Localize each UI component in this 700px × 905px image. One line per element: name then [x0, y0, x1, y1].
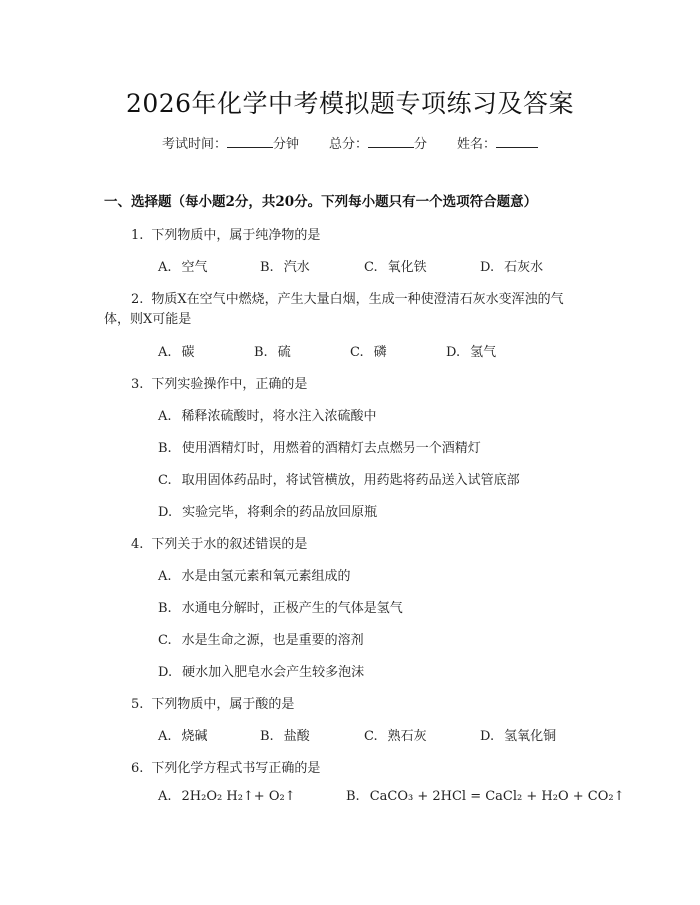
question-text: 下列化学方程式书写正确的是	[151, 761, 321, 776]
option-label: A.	[158, 260, 172, 275]
option-c	[158, 629, 364, 648]
option-text: CaCO₃ + 2HCl = CaCl₂ + H₂O + CO₂↑	[369, 789, 625, 804]
option-label: D.	[158, 665, 173, 680]
option-label: A.	[158, 789, 172, 804]
option-text: 碳	[181, 345, 195, 360]
score-unit: 分	[414, 137, 428, 152]
option-c	[350, 341, 387, 360]
option-label: C.	[158, 633, 172, 648]
option-label: C.	[364, 260, 378, 275]
option-label: A.	[158, 345, 172, 360]
question-number: 5.	[131, 697, 144, 712]
option-label: D.	[480, 260, 495, 275]
option-b	[260, 256, 310, 275]
question-2	[131, 288, 564, 307]
exam-info-row	[0, 133, 700, 152]
question-2-continued: 体，则X可能是	[104, 312, 192, 327]
option-label: D.	[158, 505, 173, 520]
option-d	[480, 256, 543, 275]
option-d	[158, 501, 377, 520]
option-label: B.	[254, 345, 268, 360]
question-text: 下列物质中，属于纯净物的是	[151, 228, 321, 243]
option-label: A.	[158, 569, 172, 584]
option-label: B.	[260, 729, 274, 744]
question-4	[131, 533, 307, 552]
option-text: 空气	[181, 260, 208, 275]
question-number: 3.	[131, 377, 144, 392]
name-field	[457, 133, 538, 152]
option-label: A.	[158, 409, 172, 424]
option-label: B.	[158, 601, 172, 616]
option-text: 硫	[277, 345, 291, 360]
option-text: 烧碱	[181, 729, 208, 744]
option-text: 2H₂O₂ H₂↑+ O₂↑	[181, 789, 296, 804]
option-label: B.	[260, 260, 274, 275]
score-label: 总分：	[328, 137, 368, 152]
time-label: 考试时间：	[161, 137, 227, 152]
time-blank	[227, 134, 273, 148]
option-label: C.	[158, 473, 172, 488]
question-6	[131, 757, 320, 776]
option-b	[158, 437, 481, 456]
time-field	[162, 133, 299, 152]
option-text: 水是由氢元素和氧元素组成的	[181, 569, 351, 584]
option-text: 氧化铁	[387, 260, 427, 275]
option-text: 实验完毕，将剩余的药品放回原瓶	[182, 505, 378, 520]
option-a	[158, 256, 208, 275]
option-text: 汽水	[283, 260, 310, 275]
question-text: 物质X在空气中燃烧，产生大量白烟，生成一种使澄清石灰水变浑浊的气	[151, 292, 564, 307]
option-b	[346, 789, 624, 804]
question-text: 下列物质中，属于酸的是	[151, 697, 295, 712]
question-1	[131, 224, 320, 243]
score-field	[329, 133, 427, 152]
option-label: B.	[346, 789, 360, 804]
option-text: 使用酒精灯时，用燃着的酒精灯去点燃另一个酒精灯	[181, 441, 481, 456]
question-text: 下列实验操作中，正确的是	[151, 377, 308, 392]
question-number: 2.	[131, 292, 144, 307]
option-d	[480, 725, 556, 744]
option-text: 氢氧化铜	[504, 729, 557, 744]
option-c	[364, 256, 427, 275]
option-text: 硬水加入肥皂水会产生较多泡沫	[182, 665, 365, 680]
option-label: D.	[480, 729, 495, 744]
option-c	[364, 725, 427, 744]
score-blank	[368, 134, 414, 148]
option-text: 氢气	[470, 345, 497, 360]
option-label: C.	[364, 729, 378, 744]
option-b	[158, 597, 403, 616]
option-text: 盐酸	[283, 729, 310, 744]
option-label: D.	[446, 345, 461, 360]
option-b	[254, 341, 291, 360]
option-text: 石灰水	[504, 260, 544, 275]
option-a	[158, 565, 351, 584]
option-label: B.	[158, 441, 172, 456]
option-text: 稀释浓硫酸时，将水注入浓硫酸中	[181, 409, 377, 424]
question-number: 4.	[131, 537, 144, 552]
option-a	[158, 405, 377, 424]
option-d	[446, 341, 496, 360]
option-label: A.	[158, 729, 172, 744]
question-text: 下列关于水的叙述错误的是	[151, 537, 308, 552]
option-text: 熟石灰	[387, 729, 427, 744]
option-text: 水通电分解时，正极产生的气体是氢气	[181, 601, 403, 616]
page-title: 2026年化学中考模拟题专项练习及答案	[125, 89, 575, 118]
name-label: 姓名：	[457, 137, 497, 152]
time-unit: 分钟	[272, 137, 299, 152]
option-text: 水是生命之源，也是重要的溶剂	[181, 633, 364, 648]
option-d	[158, 661, 364, 680]
option-text: 磷	[373, 345, 387, 360]
option-a	[158, 725, 208, 744]
option-b	[260, 725, 310, 744]
option-label: C.	[350, 345, 364, 360]
question-5	[131, 693, 294, 712]
option-text: 取用固体药品时，将试管横放，用药匙将药品送入试管底部	[181, 473, 520, 488]
question-number: 6.	[131, 761, 144, 776]
question-number: 1.	[131, 228, 144, 243]
option-c	[158, 469, 520, 488]
option-a	[158, 789, 296, 804]
option-a	[158, 341, 195, 360]
section-heading: 一、选择题（每小题2分，共20分。下列每小题只有一个选项符合题意）	[104, 194, 538, 210]
name-blank	[496, 134, 538, 148]
question-3	[131, 373, 307, 392]
